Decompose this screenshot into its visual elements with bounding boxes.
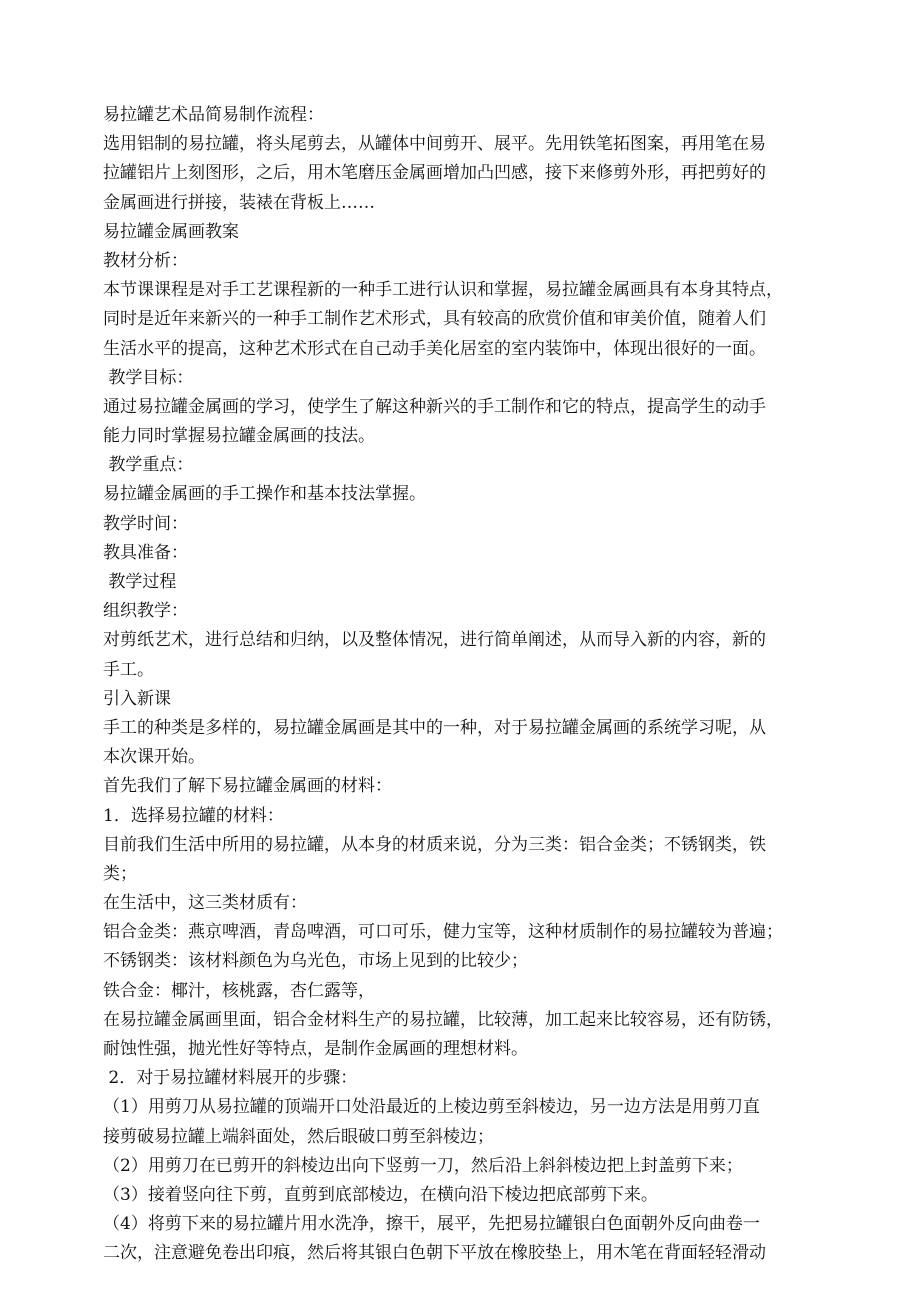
paragraph-line: 不锈钢类：该材料颜色为乌光色，市场上见到的比较少； xyxy=(103,951,528,972)
list-heading-2: 2．对于易拉罐材料展开的步骤： xyxy=(103,1068,358,1089)
step-item-1: （1）用剪刀从易拉罐的顶端开口处沿最近的上棱边剪至斜棱边，另一边方法是用剪刀直 xyxy=(103,1097,760,1118)
paragraph-line: 金属画进行拼接，装裱在背板上…… xyxy=(103,192,375,213)
paragraph-line: 耐蚀性强，抛光性好等特点，是制作金属画的理想材料。 xyxy=(103,1039,528,1059)
lesson-plan-title: 易拉罐金属画教案 xyxy=(103,221,239,242)
heading-teaching-goal: 教学目标： xyxy=(103,367,194,388)
paragraph-line: 手工的种类是多样的，易拉罐金属画是其中的一种，对于易拉罐金属画的系统学习呢，从 xyxy=(103,717,766,738)
heading-material-analysis: 教材分析： xyxy=(103,250,188,271)
step-item-3: （3）接着竖向往下剪，直剪到底部棱边，在横向沿下棱边把底部剪下来。 xyxy=(103,1184,658,1205)
heading-class-organization: 组织教学： xyxy=(103,601,188,622)
paragraph-line: 在易拉罐金属画里面，铝合金材料生产的易拉罐，比较薄，加工起来比较容易，还有防锈， xyxy=(103,1009,783,1030)
paragraph-line: 本次课开始。 xyxy=(103,747,205,768)
heading-teaching-aids: 教具准备： xyxy=(103,542,188,563)
paragraph-line: 手工。 xyxy=(103,659,154,680)
step-item-4: （4）将剪下来的易拉罐片用水洗净，擦干，展平，先把易拉罐银白色面朝外反向曲卷一 xyxy=(103,1214,760,1235)
paragraph-line: 通过易拉罐金属画的学习，使学生了解这种新兴的手工制作和它的特点，提高学生的动手 xyxy=(103,396,766,417)
heading-teaching-time: 教学时间： xyxy=(103,513,188,534)
paragraph-line: 同时是近年来新兴的一种手工制作艺术形式，具有较高的欣赏价值和审美价值，随着人们 xyxy=(103,309,766,330)
paragraph-line: 铁合金：椰汁，核桃露，杏仁露等， xyxy=(103,980,375,1001)
paragraph-line: 选用铝制的易拉罐，将头尾剪去，从罐体中间剪开、展平。先用铁笔拓图案，再用笔在易 xyxy=(103,134,766,155)
paragraph-line: 拉罐铝片上刻图形，之后，用木笔磨压金属画增加凸凹感，接下来修剪外形，再把剪好的 xyxy=(103,163,766,184)
step-item-4-cont: 二次，注意避免卷出印痕，然后将其银白色朝下平放在橡胶垫上，用木笔在背面轻轻滑动 xyxy=(103,1243,766,1264)
paragraph-line: 在生活中，这三类材质有： xyxy=(103,893,307,914)
paragraph-line: 目前我们生活中所用的易拉罐，从本身的材质来说，分为三类：铝合金类；不锈钢类，铁 xyxy=(103,834,766,855)
heading-new-lesson: 引入新课 xyxy=(103,688,171,709)
paragraph-line: 首先我们了解下易拉罐金属画的材料： xyxy=(103,776,392,797)
paragraph-line: 铝合金类：燕京啤酒，青岛啤酒，可口可乐，健力宝等，这种材质制作的易拉罐较为普遍； xyxy=(103,922,783,943)
heading-teaching-focus: 教学重点： xyxy=(103,455,194,476)
list-heading-1: 1．选择易拉罐的材料： xyxy=(103,805,284,826)
paragraph-line: 类； xyxy=(103,863,137,884)
paragraph-line: 本节课课程是对手工艺课程新的一种手工进行认识和掌握，易拉罐金属画具有本身其特点， xyxy=(103,280,783,301)
paragraph-line: 生活水平的提高，这种艺术形式在自己动手美化居室的室内装饰中，体现出很好的一面。 xyxy=(103,338,766,359)
paragraph-line: 易拉罐金属画的手工操作和基本技法掌握。 xyxy=(103,484,426,505)
paragraph-line: 能力同时掌握易拉罐金属画的技法。 xyxy=(103,426,375,447)
document-page xyxy=(103,101,825,1269)
section-title-process: 易拉罐艺术品简易制作流程： xyxy=(103,105,324,125)
heading-teaching-process: 教学过程 xyxy=(103,572,177,592)
step-item-1-cont: 接剪破易拉罐上端斜面处，然后眼破口剪至斜棱边； xyxy=(103,1126,494,1147)
step-item-2: （2）用剪刀在已剪开的斜棱边出向下竖剪一刀，然后沿上斜斜棱边把上封盖剪下来； xyxy=(103,1155,743,1176)
paragraph-line: 对剪纸艺术，进行总结和归纳，以及整体情况，进行简单阐述，从而导入新的内容，新的 xyxy=(103,630,766,651)
